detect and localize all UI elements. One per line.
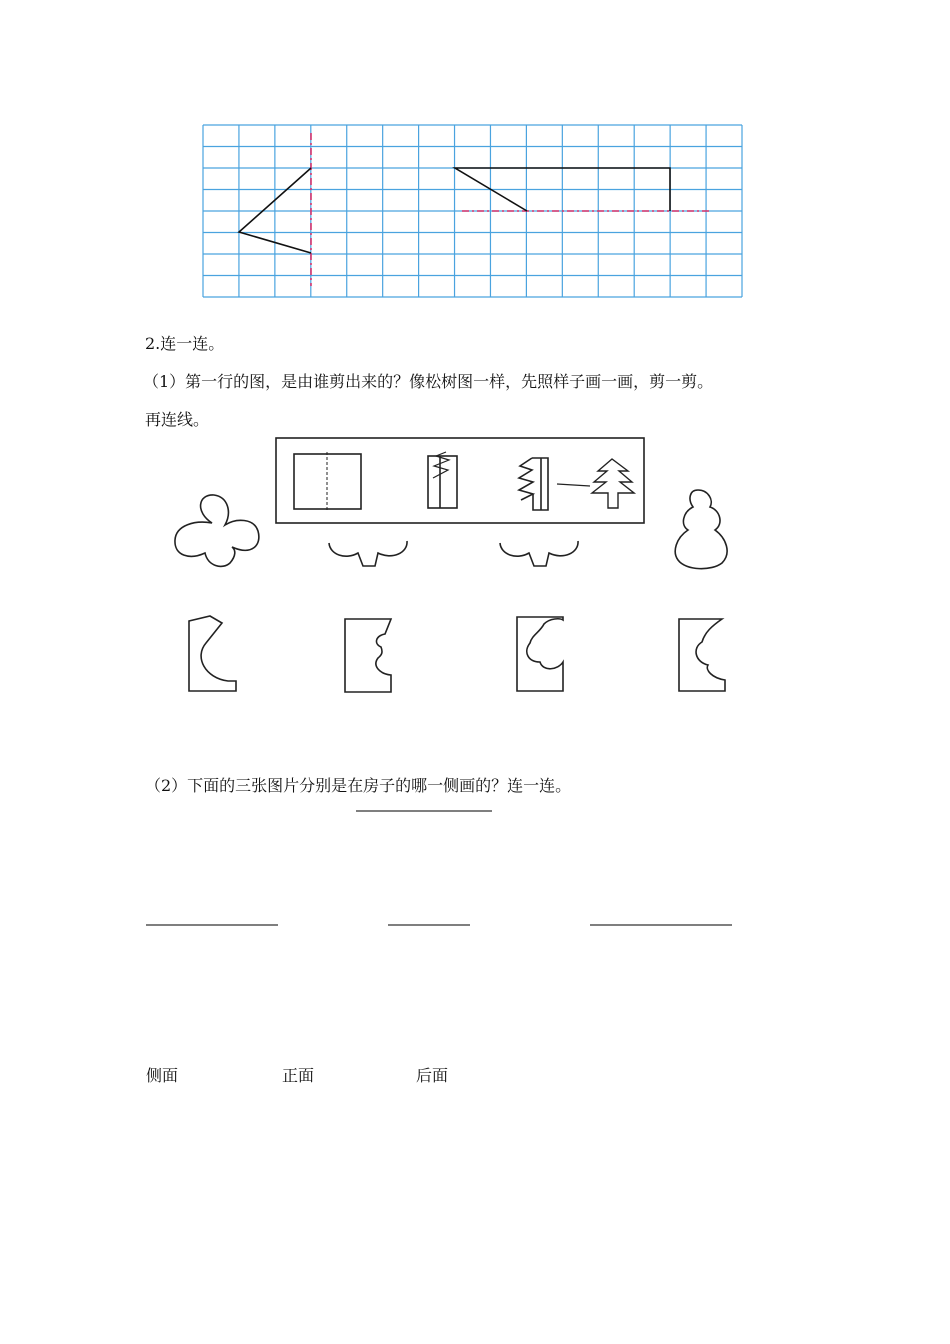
label-front: 正面 xyxy=(282,1066,315,1085)
part1-instruction-line1: （1）第一行的图，是由谁剪出来的？像松树图一样，先照样子画一画，剪一剪。 xyxy=(143,372,714,391)
part1-instruction-line2: 再连线。 xyxy=(145,410,210,429)
label-back: 后面 xyxy=(416,1066,449,1085)
label-side: 侧面 xyxy=(146,1066,179,1085)
part2-instruction: （2）下面的三张图片分别是在房子的哪一侧画的？连一连。 xyxy=(145,776,572,795)
question-2-heading: 2.连一连。 xyxy=(145,334,225,353)
